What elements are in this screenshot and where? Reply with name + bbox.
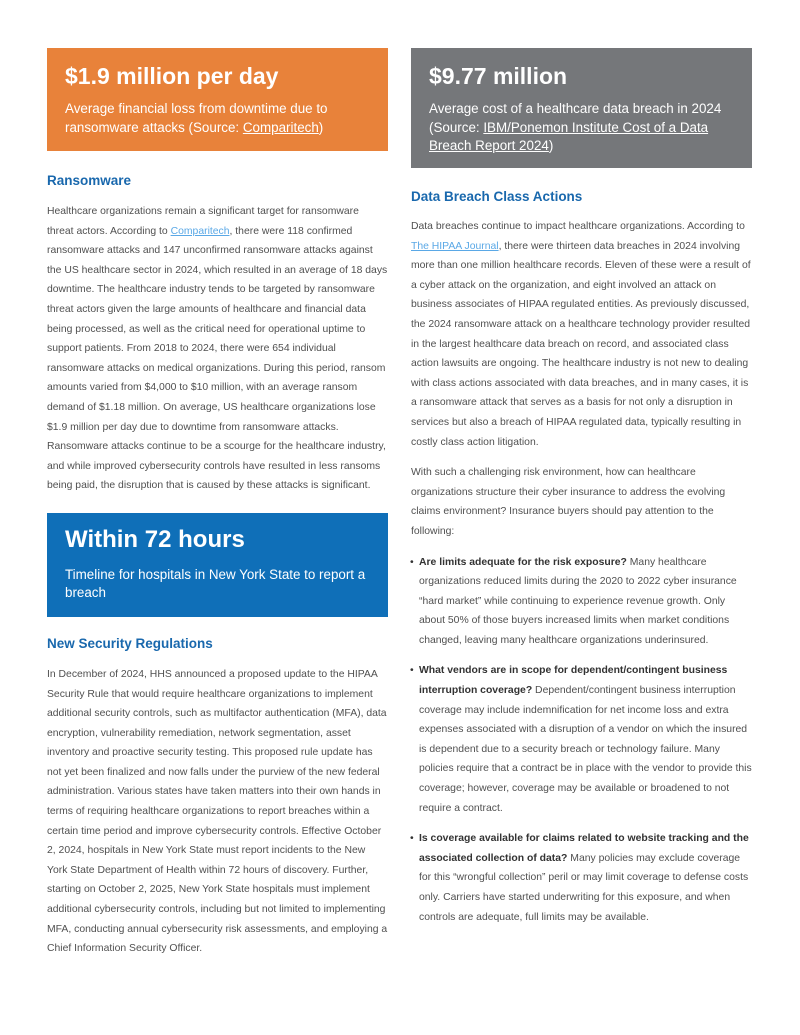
breach-text-rest: , there were thirteen data breaches in 2024 involving more than one million healthcare records. Eleven of these were a result of a cyber attack on the organization, and eight involved an attack on business associates of HIPAA regulated entities. As previously discussed, the 2024 ransomware attack on a healthcare technology provider resulted in the largest healthcare data breach on record, and associated class action lawsuits are ongoing. The healthcare industry is not new to dealing with class actions associated with data breaches, and in many cases, it is a ransomware attack that serves as a basis for not only a disruption in services but also a breach of HIPAA regulated data, typically resulting in costly class action litigation. bbox=[411, 240, 751, 448]
comparitech-link[interactable]: Comparitech bbox=[170, 225, 230, 237]
stat-description-text: Average cost of a healthcare data breach in 2024 (Source: bbox=[429, 101, 722, 135]
bullet-question: What vendors are in scope for dependent/contingent business interruption coverage? bbox=[419, 665, 728, 697]
bullet-text: Dependent/contingent business interruption coverage may include indemnification for net income loss and extra expenses associated with a disruption of a vendor on which the insured is dependent due to a security breach or technology failure. Many policies require that a contract be in place with the vendor to provide this coverage; however, coverage may be available or broadened to not require a contract. bbox=[419, 685, 752, 814]
source-link-comparitech[interactable]: Comparitech bbox=[242, 119, 319, 135]
section-heading-data-breach: Data Breach Class Actions bbox=[411, 189, 583, 204]
breach-paragraph-2: With such a challenging risk environment, how can healthcare organizations structure their cyber insurance to address the evolving claims environment? Insurance buyers should pay attention to the following: bbox=[411, 467, 726, 537]
left-column bbox=[47, 48, 388, 959]
right-column bbox=[411, 48, 752, 927]
list-item bbox=[411, 553, 752, 651]
breach-paragraph-1 bbox=[411, 217, 752, 452]
source-link-ibm-report[interactable]: IBM/Ponemon Institute Cost of a Data Breach Report 2024 bbox=[429, 119, 709, 153]
security-paragraph: In December of 2024, HHS announced a proposed update to the HIPAA Security Rule that would require healthcare organizations to implement additional security controls, such as multifactor authentication (MFA), data encryption, vulnerability remediation, network segmentation, asset inventory and proactive security testing. This proposed rule update has not yet been finalized and now falls under the purview of the new federal administration. Various states have taken matters into their own hands in terms of requiring healthcare organizations to report breaches within a certain time period and improve cybersecurity controls. Effective October 2, 2024, hospitals in New York State must report incidents to the New York State Department of Health within 72 hours of discovery. Further, starting on October 2, 2025, New York State hospitals must implement additional cybersecurity controls, including but not limited to implementing MFA, conducting annual cybersecurity risk assessments, and employing a Chief Information Security Officer. bbox=[47, 668, 388, 955]
stat-callout-breach-cost bbox=[411, 48, 752, 168]
ransomware-text-start: Healthcare organizations remain a significant target for ransomware threat actors. According to bbox=[47, 206, 359, 237]
stat-description-suffix: ) bbox=[318, 119, 324, 135]
section-heading-security-regulations: New Security Regulations bbox=[47, 635, 213, 651]
stat-description-suffix: ) bbox=[548, 138, 554, 153]
stat-headline: $9.77 million bbox=[429, 63, 568, 89]
bullet-text: Many healthcare organizations reduced limits during the 2020 to 2022 cyber insurance “hard market” while continuing to experience revenue growth. Only about 50% of those buyers increased limits when market conditions changed, leaving many healthcare organizations underinsured. bbox=[419, 556, 737, 646]
stat-callout-72-hours bbox=[47, 513, 388, 617]
bullet-text: Many policies may exclude coverage for this “wrongful collection” peril or may limit coverage to defense costs only. Carriers have started underwriting for this exposure, and when controls are adequate, full limits may be available. bbox=[419, 852, 749, 923]
considerations-list bbox=[411, 553, 752, 928]
hipaa-journal-link[interactable]: The HIPAA Journal bbox=[411, 240, 499, 252]
ransomware-text-rest: , there were 118 confirmed ransomware attacks and 147 unconfirmed ransomware attacks against the US healthcare sector in 2024, which resulted in an average of 18 days downtime. The healthcare industry tends to be targeted by ransomware threat actors given the large amounts of healthcare and financial data being processed, as well as the critical need for operational uptime to support patients. From 2018 to 2024, there were 654 individual ransomware attacks on medical organizations. During this period, ransom amounts varied from $4,000 to $10 million, with an average ransom demand of $1.18 million. On average, US healthcare organizations lose $1.9 million per day due to downtime from ransomware attacks. Ransomware attacks continue to be a scourge for the healthcare industry, and while improved cybersecurity controls have resulted in less ransoms being paid, the disruption that is caused by these attacks is significant. bbox=[47, 225, 388, 492]
stat-headline: Within 72 hours bbox=[65, 525, 245, 553]
stat-description: Timeline for hospitals in New York State to report a breach bbox=[65, 566, 366, 601]
breach-text-start: Data breaches continue to impact healthcare organizations. According to bbox=[411, 221, 745, 232]
stat-description bbox=[429, 100, 734, 156]
stat-callout-downtime-loss bbox=[47, 48, 388, 151]
list-item bbox=[411, 661, 752, 818]
stat-description-text: Average financial loss from downtime due to ransomware attacks (Source: bbox=[65, 101, 328, 135]
stat-description bbox=[65, 100, 370, 137]
bullet-question: Are limits adequate for the risk exposure? bbox=[419, 556, 627, 568]
section-heading-ransomware: Ransomware bbox=[47, 173, 132, 188]
stat-headline: $1.9 million per day bbox=[65, 63, 279, 89]
ransomware-paragraph bbox=[47, 202, 388, 496]
bullet-question: Is coverage available for claims related to website tracking and the associated collection of data? bbox=[419, 833, 749, 864]
list-item bbox=[411, 829, 752, 927]
